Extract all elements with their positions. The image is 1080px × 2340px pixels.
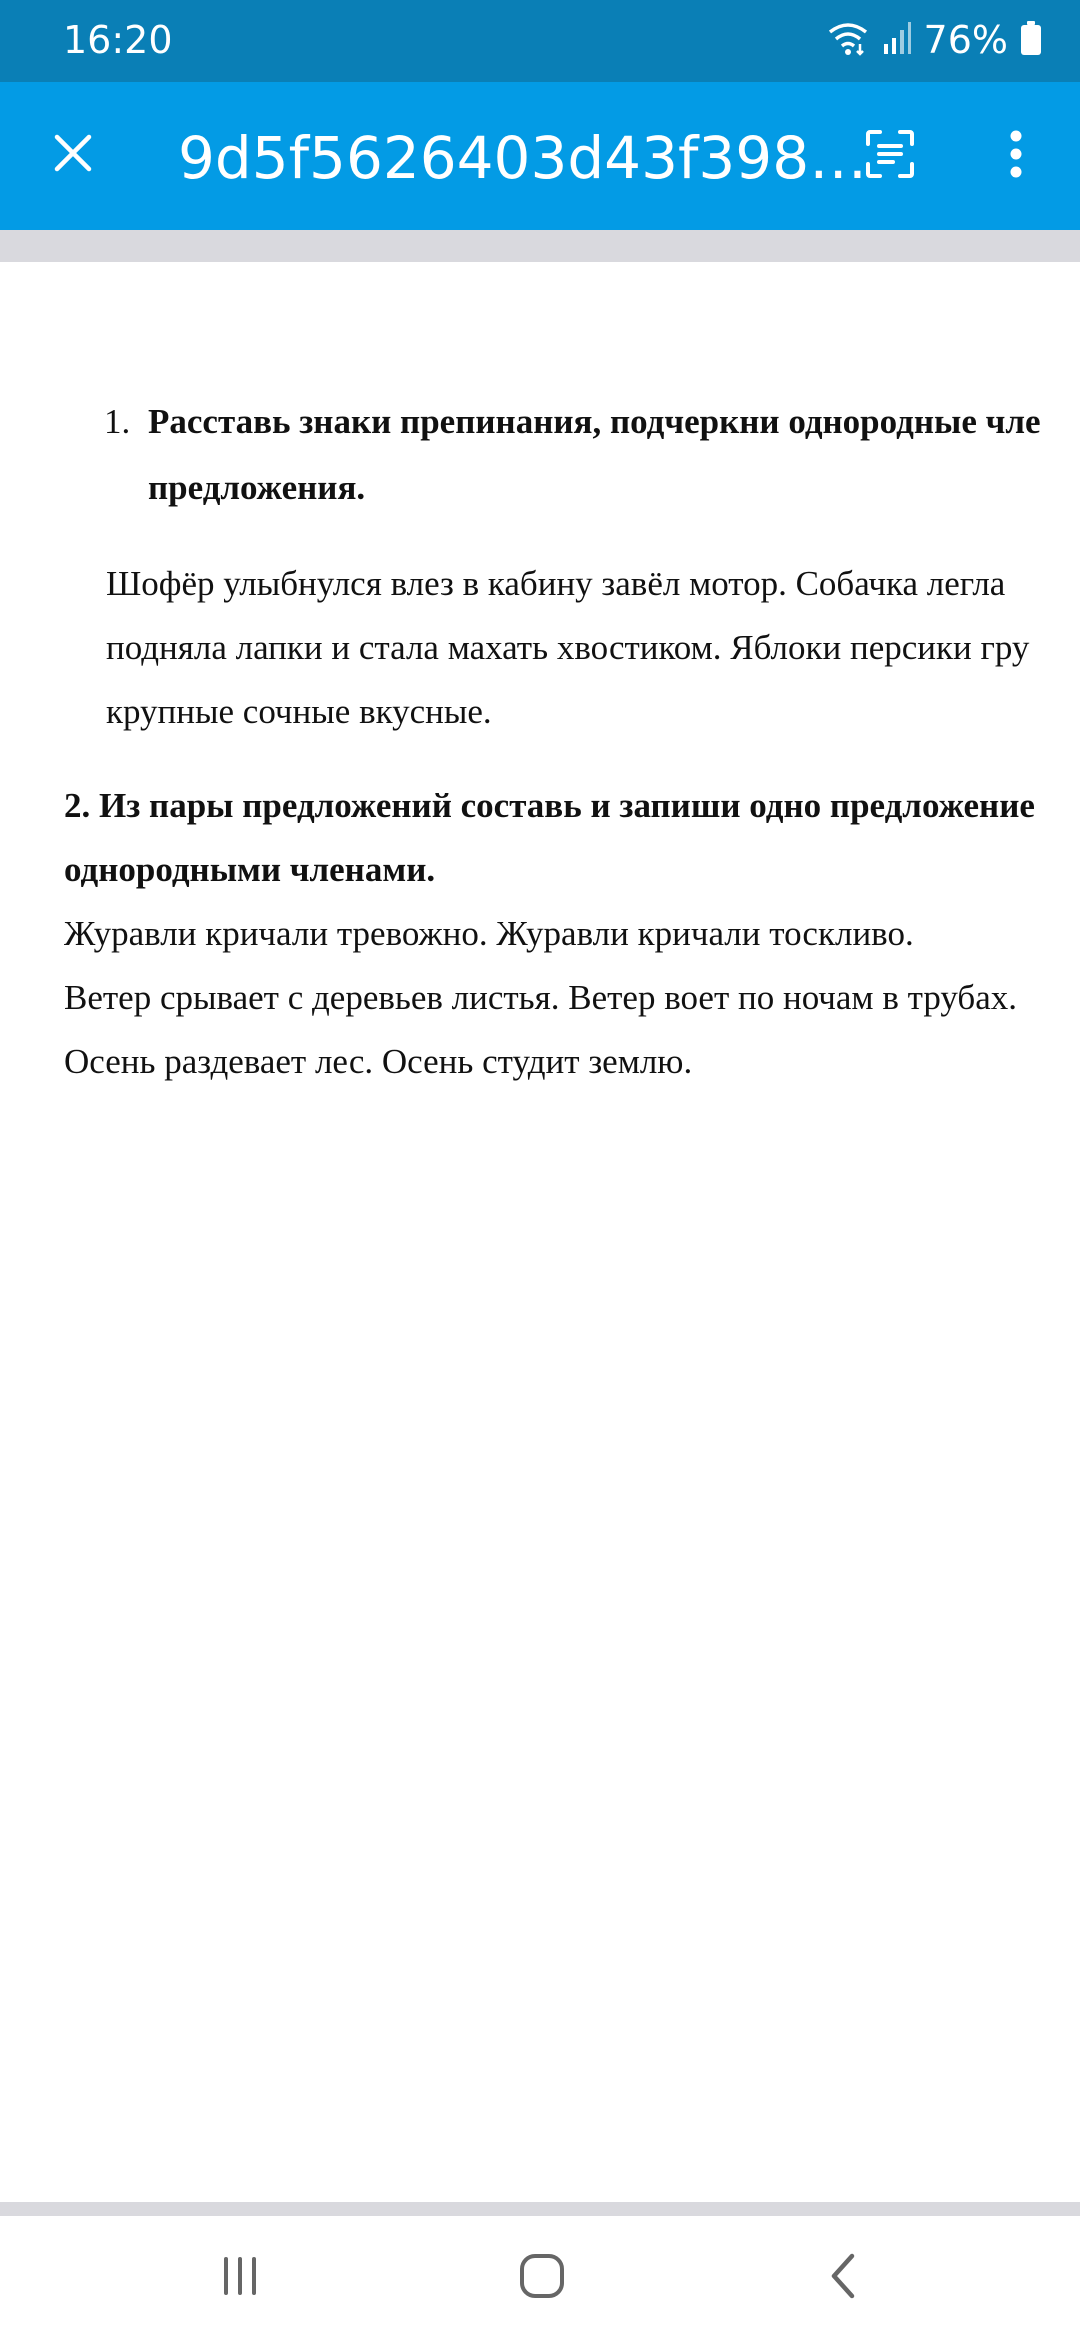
home-icon	[518, 2252, 566, 2305]
text-scan-icon	[864, 128, 916, 185]
more-options-button[interactable]	[986, 122, 1046, 190]
task1-number: 1.	[104, 402, 131, 441]
task2-body-line: Осень раздевает лес. Осень студит землю.	[64, 1042, 693, 1081]
task1-heading-line2: предложения.	[148, 468, 366, 507]
close-icon	[53, 133, 93, 178]
status-bar	[0, 0, 1080, 82]
task2-body-line: Журавли кричали тревожно. Журавли кричали тоскливо.	[64, 914, 914, 953]
task2-heading-line1: 2. Из пары предложений составь и запиши одно предложение	[64, 786, 1035, 825]
page-separator-top	[0, 230, 1080, 262]
task1-heading-line1: Расставь знаки препинания, подчеркни однородные чле	[148, 402, 1041, 441]
close-button[interactable]	[38, 120, 108, 190]
home-button[interactable]	[492, 2234, 592, 2322]
back-button[interactable]	[794, 2234, 894, 2322]
navigation-bar	[0, 2216, 1080, 2340]
task2-heading-line2: однородными членами.	[64, 850, 436, 889]
status-icons	[826, 14, 1042, 66]
task2-body-line: Ветер срывает с деревьев листья. Ветер воет по ночам в трубах.	[64, 978, 1017, 1017]
text-scan-button[interactable]	[856, 122, 924, 190]
wifi-icon	[826, 18, 870, 63]
battery-icon	[1020, 20, 1042, 61]
task1-body-line: подняла лапки и стала махать хвостиком. Яблоки персики гру	[106, 628, 1030, 667]
signal-icon	[882, 20, 912, 61]
task1-body-line: Шофёр улыбнулся влез в кабину завёл мотор. Собачка легла	[106, 564, 1006, 603]
app-bar	[0, 82, 1080, 230]
more-vert-icon	[1008, 129, 1024, 184]
recent-apps-icon	[218, 2254, 262, 2303]
recent-apps-button[interactable]	[190, 2234, 290, 2322]
task1-body-line: крупные сочные вкусные.	[106, 692, 492, 731]
back-icon	[826, 2252, 862, 2305]
document-title: 9d5f5626403d43f398…	[178, 124, 868, 192]
status-time: 16:20	[63, 18, 173, 62]
battery-percent: 76%	[923, 18, 1008, 62]
document-page[interactable]	[0, 262, 1080, 2202]
page-separator-bottom	[0, 2202, 1080, 2216]
